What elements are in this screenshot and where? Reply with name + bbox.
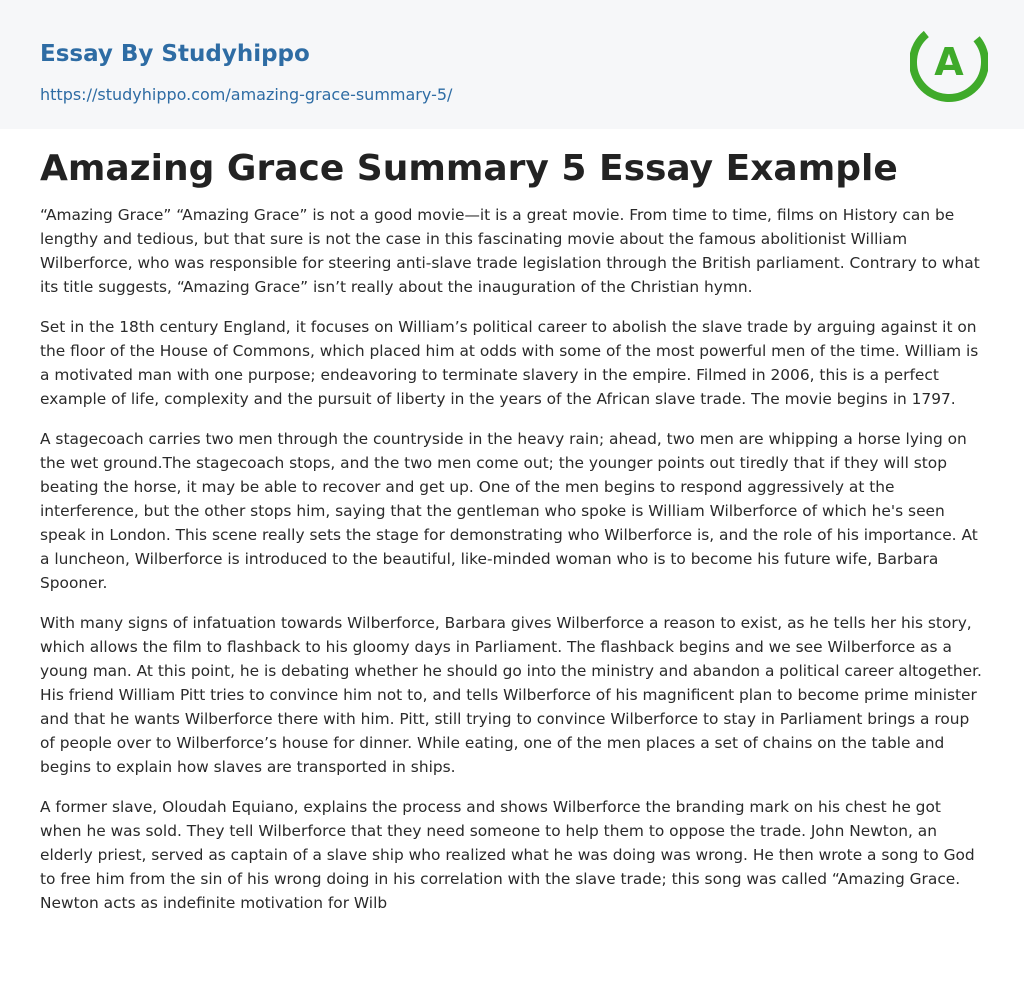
article-paragraph-2: Set in the 18th century England, it focuses on William’s political career to abolish the slave trade by arguing against it on the floor of the House of Commons, which placed him at odds with some of the most powerful men of the time. William is a motivated man with one purpose; endeavoring to terminate slavery in the empire. Filmed in 2006, this is a perfect example of life, complexity and the pursuit of liberty in the years of the African slave trade. The movie begins in 1797. — [40, 318, 979, 408]
site-header — [0, 0, 1024, 129]
article — [0, 129, 1024, 915]
article-title: Amazing Grace Summary 5 Essay Example — [40, 148, 898, 189]
studyhippo-logo-icon[interactable] — [910, 18, 988, 106]
article-paragraph-3: A stagecoach carries two men through the countryside in the heavy rain; ahead, two men are whipping a horse lying on the wet ground.The stagecoach stops, and the two men come out; the younger points out tiredly that if they will stop beating the horse, it may be able to recover and get up. One of the men begins to respond aggressively at the interference, but the other stops him, saying that the gentleman who spoke is William Wilberforce of which he's seen speak in London. This scene really sets the stage for demonstrating who Wilberforce is, and the role of his importance. At a luncheon, Wilberforce is introduced to the beautiful, like-minded woman who is to become his future wife, Barbara Spooner. — [40, 430, 978, 592]
article-paragraph-1: “Amazing Grace” “Amazing Grace” is not a good movie—it is a great movie. From time to time, films on History can be lengthy and tedious, but that sure is not the case in this fascinating movie about the famous abolitionist William Wilberforce, who was responsible for steering anti-slave trade legislation through the British parliament. Contrary to what its title suggests, “Amazing Grace” isn’t really about the inauguration of the Christian hymn. — [40, 206, 980, 296]
page-url-link[interactable]: https://studyhippo.com/amazing-grace-summary-5/ — [40, 85, 453, 104]
article-paragraph-4: With many signs of infatuation towards Wilberforce, Barbara gives Wilberforce a reason to exist, as he tells her his story, which allows the film to flashback to his gloomy days in Parliament. The flashback begins and we see Wilberforce as a young man. At this point, he is debating whether he should go into the ministry and abandon a political career altogether. His friend William Pitt tries to convince him not to, and tells Wilberforce of his magnificent plan to become prime minister and that he wants Wilberforce there with him. Pitt, still trying to convince Wilberforce to stay in Parliament brings a roup of people over to Wilberforce’s house for dinner. While eating, one of the men places a set of chains on the table and begins to explain how slaves are transported in ships. — [40, 614, 982, 776]
site-brand[interactable]: Essay By Studyhippo — [40, 41, 310, 67]
logo-letter: A — [934, 40, 964, 84]
article-paragraph-5: A former slave, Oloudah Equiano, explains the process and shows Wilberforce the branding mark on his chest he got when he was sold. They tell Wilberforce that they need someone to help them to oppose the trade. John Newton, an elderly priest, served as captain of a slave ship who realized what he was doing was wrong. He then wrote a song to God to free him from the sin of his wrong doing in his correlation with the slave trade; this song was called “Amazing Grace. Newton acts as indefinite motivation for Wilb — [40, 798, 975, 912]
